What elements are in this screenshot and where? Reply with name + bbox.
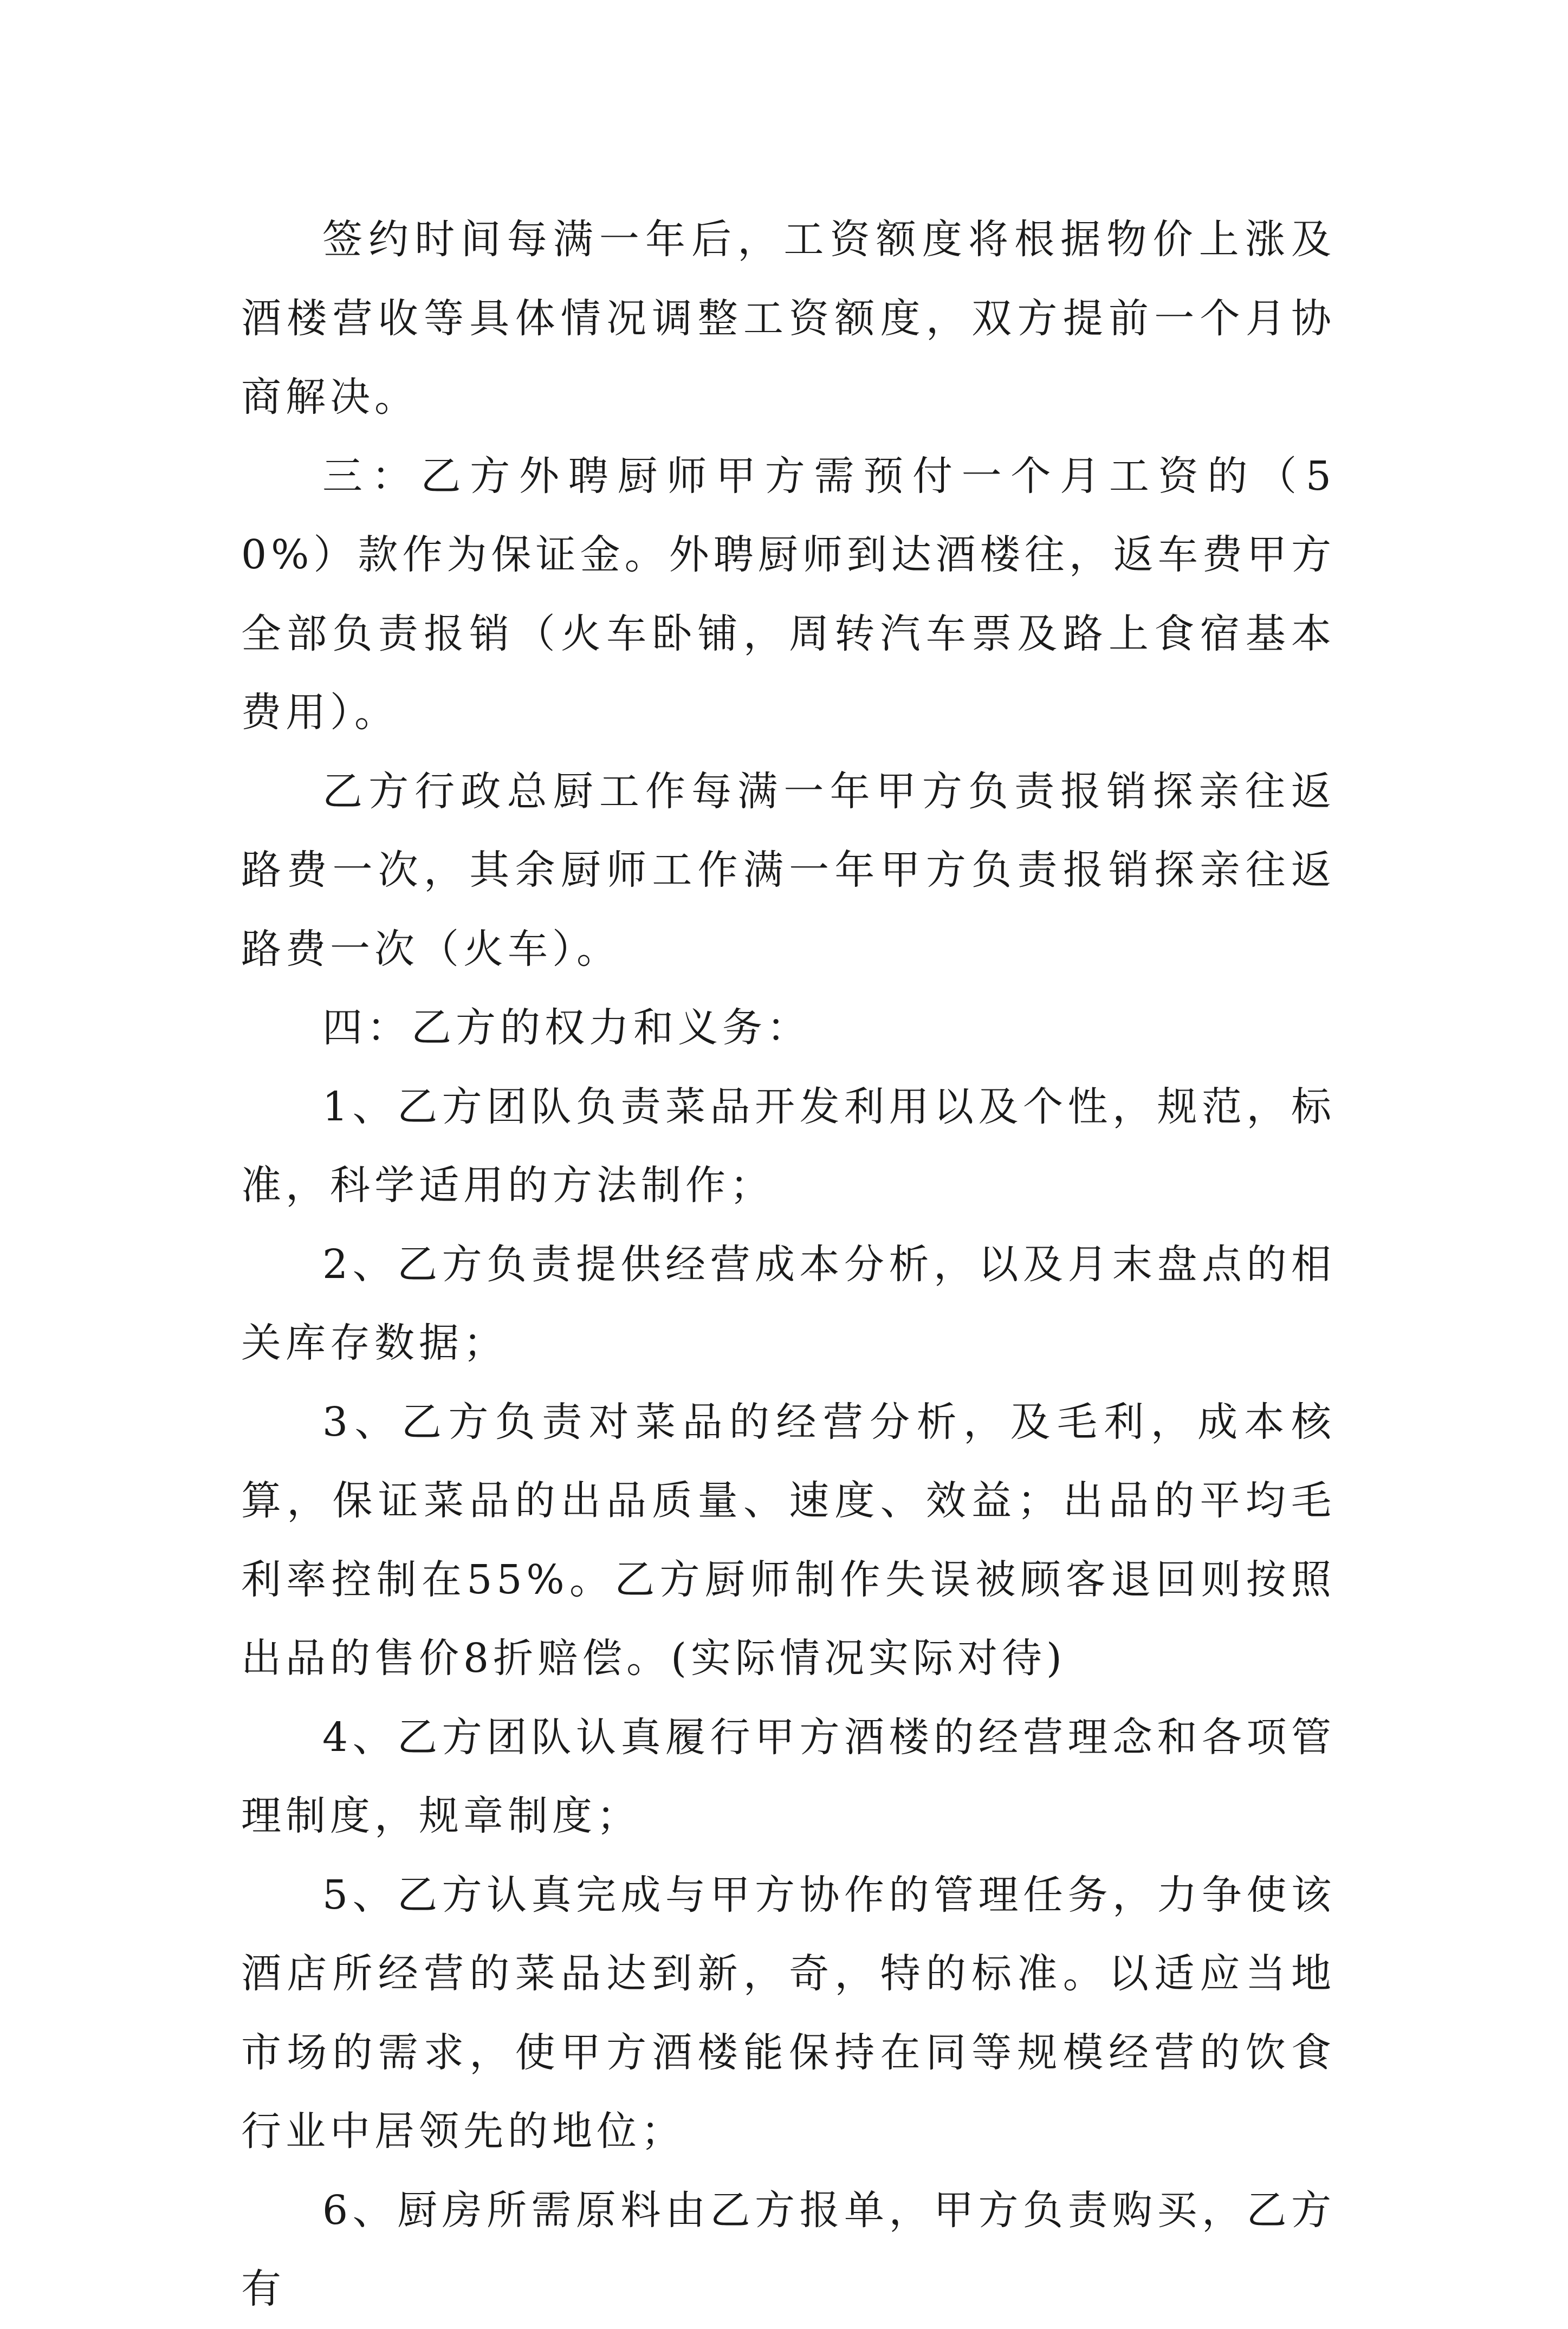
paragraph-item-4: 4、乙方团队认真履行甲方酒楼的经营理念和各项管理制度，规章制度； bbox=[241, 1714, 1336, 1839]
paragraph-clause-three: 三：乙方外聘厨师甲方需预付一个月工资的（50%）款作为保证金。外聘厨师到达酒楼往，返车费甲方全部负责报销（火车卧铺，周转汽车票及路上食宿基本费用）。 bbox=[241, 452, 1336, 736]
paragraph-item-5: 5、乙方认真完成与甲方协作的管理任务，力争使该酒店所经营的菜品达到新，奇，特的标准。以适应当地市场的需求，使甲方酒楼能保持在同等规模经营的饮食行业中居领先的地位； bbox=[241, 1871, 1336, 2155]
paragraph-item-2: 2、乙方负责提供经营成本分析，以及月末盘点的相关库存数据； bbox=[241, 1241, 1336, 1366]
paragraph-clause-four-heading: 四：乙方的权力和义务： bbox=[322, 1004, 811, 1051]
paragraph-travel-reimbursement: 乙方行政总厨工作每满一年甲方负责报销探亲往返路费一次，其余厨师工作满一年甲方负责报销探亲往返路费一次（火车）。 bbox=[241, 768, 1336, 972]
paragraph-item-1: 1、乙方团队负责菜品开发利用以及个性，规范，标准，科学适用的方法制作； bbox=[241, 1083, 1336, 1209]
paragraph-salary-adjustment: 签约时间每满一年后，工资额度将根据物价上涨及酒楼营收等具体情况调整工资额度，双方提前一个月协商解决。 bbox=[241, 216, 1336, 420]
document-body bbox=[241, 200, 1336, 2329]
paragraph-item-6: 6、厨房所需原料由乙方报单，甲方负责购买，乙方有 bbox=[241, 2187, 1336, 2312]
paragraph-item-3: 3、乙方负责对菜品的经营分析，及毛利，成本核算，保证菜品的出品质量、速度、效益；出品的平均毛利率控制在55%。乙方厨师制作失误被顾客退回则按照出品的售价8折赔偿。(实际情况实际对待) bbox=[241, 1398, 1336, 1682]
